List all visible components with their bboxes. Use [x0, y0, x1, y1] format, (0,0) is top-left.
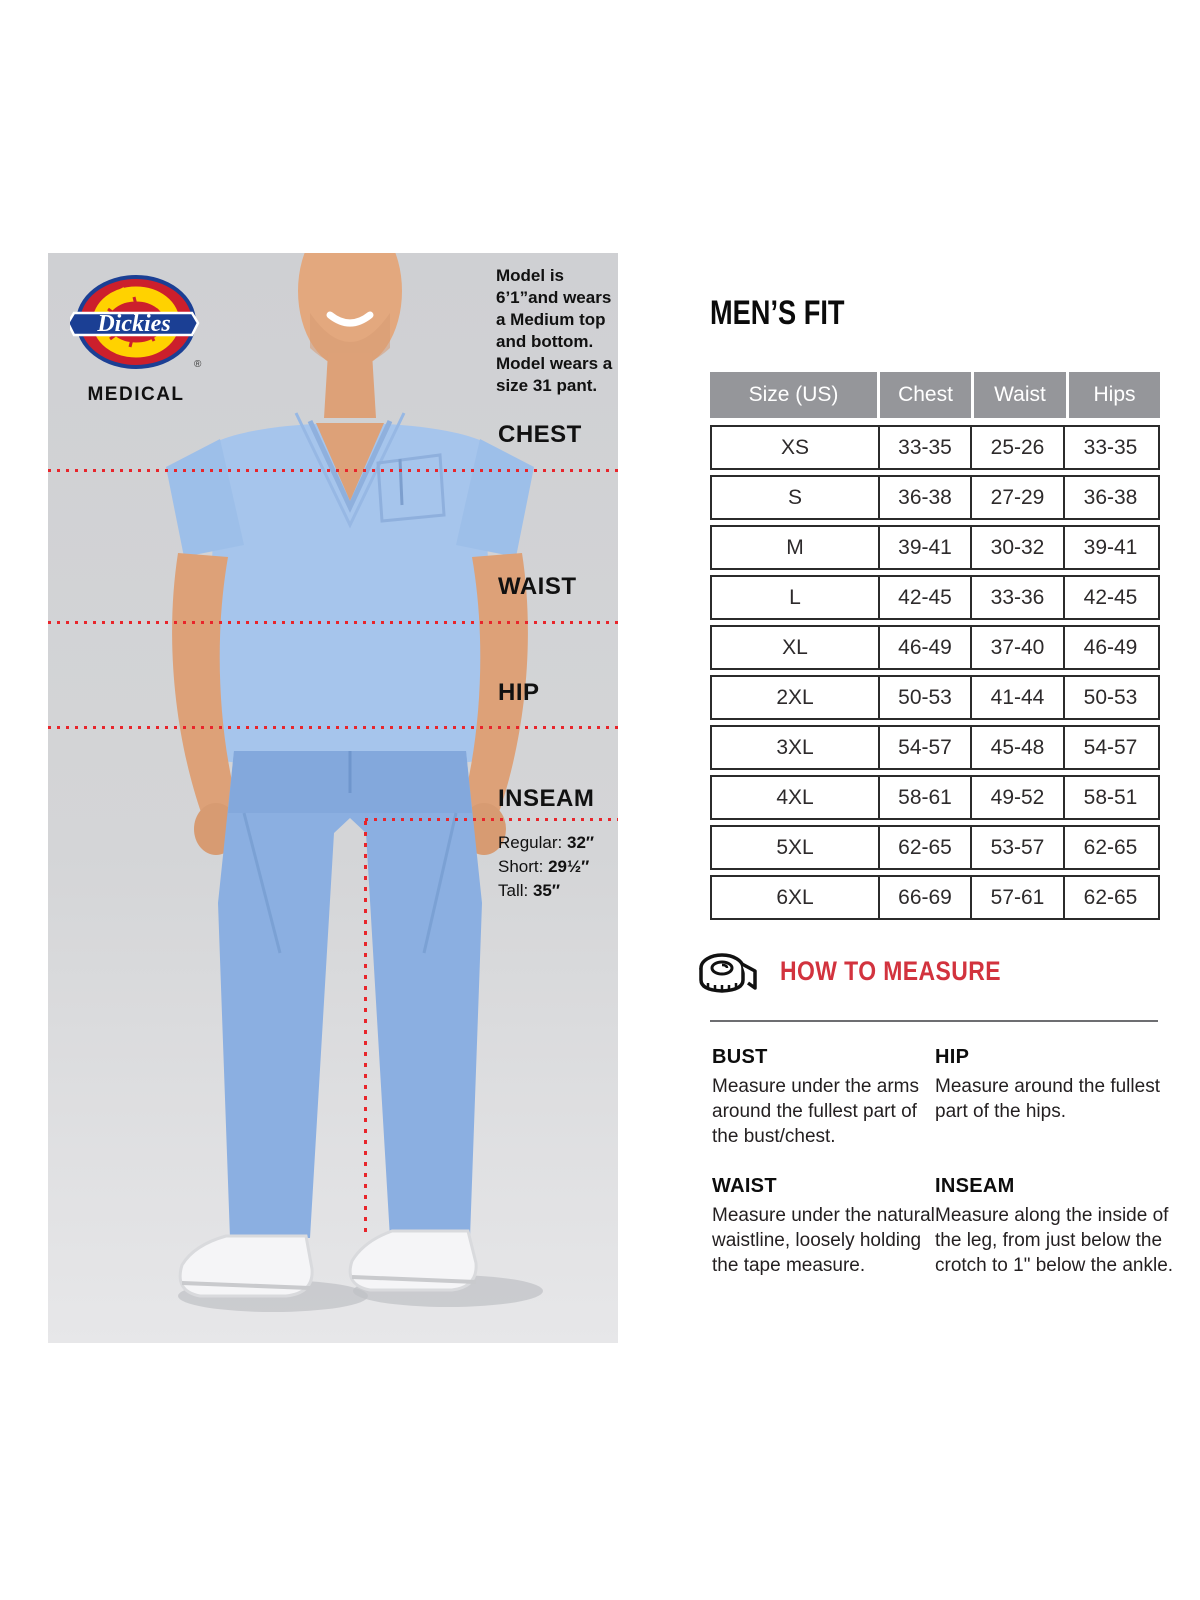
- value-cell: 42-45: [1083, 585, 1138, 609]
- value-cell: 62-65: [880, 827, 972, 868]
- table-row: [710, 575, 1160, 620]
- sub-brand-label: MEDICAL: [87, 384, 185, 405]
- size-cell: 2XL: [712, 677, 880, 718]
- value-cell: 58-61: [880, 777, 972, 818]
- value-cell: 54-57: [880, 727, 972, 768]
- measure-section-bust: [712, 1046, 935, 1149]
- table-row: [710, 825, 1160, 870]
- size-cell: XL: [712, 627, 880, 668]
- value-cell: 41-44: [972, 677, 1065, 718]
- value-cell: 49-52: [972, 777, 1065, 818]
- waist-label: WAIST: [498, 573, 577, 600]
- inseam-detail-label: Regular:: [498, 833, 567, 852]
- model-photo-panel: [48, 253, 618, 1343]
- measure-section-text: Measure around the fullest part of the hips.: [935, 1076, 1160, 1122]
- value-cell: 30-32: [972, 527, 1065, 568]
- waist-dotted-line: [48, 621, 618, 624]
- value-cell: 27-29: [972, 477, 1065, 518]
- value-cell: 50-53: [1083, 685, 1138, 709]
- inseam-detail-value: 35″: [532, 881, 561, 900]
- inseam-vertical-dotted-line: [364, 821, 367, 1235]
- table-row: [710, 625, 1160, 670]
- chest-label: CHEST: [498, 421, 582, 448]
- page-title: MEN’S FIT: [710, 294, 845, 332]
- value-cell: 54-57: [1083, 735, 1138, 759]
- size-cell: 5XL: [712, 827, 880, 868]
- value-cell: 45-48: [972, 727, 1065, 768]
- table-row: [710, 875, 1160, 920]
- size-cell: L: [712, 577, 880, 618]
- value-cell: 33-35: [1083, 435, 1138, 459]
- measure-section-waist: [712, 1175, 935, 1278]
- size-cell: 3XL: [712, 727, 880, 768]
- value-cell: 50-53: [880, 677, 972, 718]
- svg-text:Dickies: Dickies: [97, 311, 171, 337]
- measure-section-heading: BUST: [712, 1046, 768, 1068]
- size-table: [710, 372, 1160, 925]
- inseam-detail-label: Short:: [498, 857, 549, 876]
- header-cell: Hips: [1069, 372, 1160, 418]
- table-row: [710, 725, 1160, 770]
- inseam-dotted-line: [365, 818, 618, 821]
- value-cell: 46-49: [1083, 635, 1138, 659]
- value-cell: 66-69: [880, 877, 972, 918]
- inseam-detail: [498, 831, 594, 855]
- inseam-detail-value: 32″: [566, 833, 595, 852]
- table-row: [710, 425, 1160, 470]
- size-table-body: [710, 425, 1160, 920]
- value-cell: 36-38: [880, 477, 972, 518]
- divider-line: [710, 1020, 1158, 1022]
- size-cell: S: [712, 477, 880, 518]
- inseam-label: INSEAM: [498, 785, 595, 812]
- header-cell: Chest: [880, 372, 971, 418]
- measure-section-text: Measure along the inside of the leg, from just below the crotch to 1" below the ankle.: [935, 1205, 1174, 1276]
- dickies-logo-icon: [70, 275, 202, 375]
- size-table-header: [710, 372, 1160, 418]
- inseam-detail: [498, 855, 594, 879]
- measure-section-text: Measure under the natural waistline, loosely holding the tape measure.: [712, 1205, 935, 1276]
- value-cell: 39-41: [1083, 535, 1138, 559]
- hip-dotted-line: [48, 726, 618, 729]
- table-row: [710, 775, 1160, 820]
- header-cell: Size (US): [710, 372, 877, 418]
- header-cell: Waist: [974, 372, 1066, 418]
- size-cell: 4XL: [712, 777, 880, 818]
- model-note: Model is 6’1”and wears a Medium top and bottom. Model wears a size 31 pant.: [496, 266, 613, 395]
- measure-section-inseam: [935, 1175, 1174, 1278]
- chest-dotted-line: [48, 469, 618, 472]
- value-cell: 42-45: [880, 577, 972, 618]
- value-cell: 58-51: [1083, 785, 1138, 809]
- value-cell: 39-41: [880, 527, 972, 568]
- value-cell: 62-65: [1083, 885, 1138, 909]
- brand-logo: [70, 275, 202, 406]
- measure-section-hip: [935, 1046, 1174, 1149]
- value-cell: 53-57: [972, 827, 1065, 868]
- size-cell: XS: [712, 427, 880, 468]
- inseam-detail-value: 29½″: [548, 857, 590, 876]
- measure-section-heading: INSEAM: [935, 1175, 1015, 1197]
- value-cell: 36-38: [1083, 485, 1138, 509]
- value-cell: 62-65: [1083, 835, 1138, 859]
- inseam-detail-label: Tall:: [498, 881, 533, 900]
- measure-section-heading: HIP: [935, 1046, 970, 1068]
- size-cell: 6XL: [712, 877, 880, 918]
- table-row: [710, 525, 1160, 570]
- inseam-details: [498, 831, 594, 903]
- value-cell: 25-26: [972, 427, 1065, 468]
- table-row: [710, 475, 1160, 520]
- value-cell: 33-36: [972, 577, 1065, 618]
- measure-section-heading: WAIST: [712, 1175, 777, 1197]
- how-to-measure-title: HOW TO MEASURE: [780, 956, 1002, 986]
- svg-text:®: ®: [194, 359, 202, 370]
- value-cell: 57-61: [972, 877, 1065, 918]
- measure-sections: [712, 1046, 1174, 1278]
- table-row: [710, 675, 1160, 720]
- value-cell: 37-40: [972, 627, 1065, 668]
- measure-section-text: Measure under the arms around the fullest part of the bust/chest.: [712, 1076, 919, 1147]
- value-cell: 46-49: [880, 627, 972, 668]
- value-cell: 33-35: [880, 427, 972, 468]
- hip-label: HIP: [498, 679, 540, 706]
- measuring-tape-icon: [698, 950, 758, 1000]
- size-cell: M: [712, 527, 880, 568]
- inseam-detail: [498, 879, 594, 903]
